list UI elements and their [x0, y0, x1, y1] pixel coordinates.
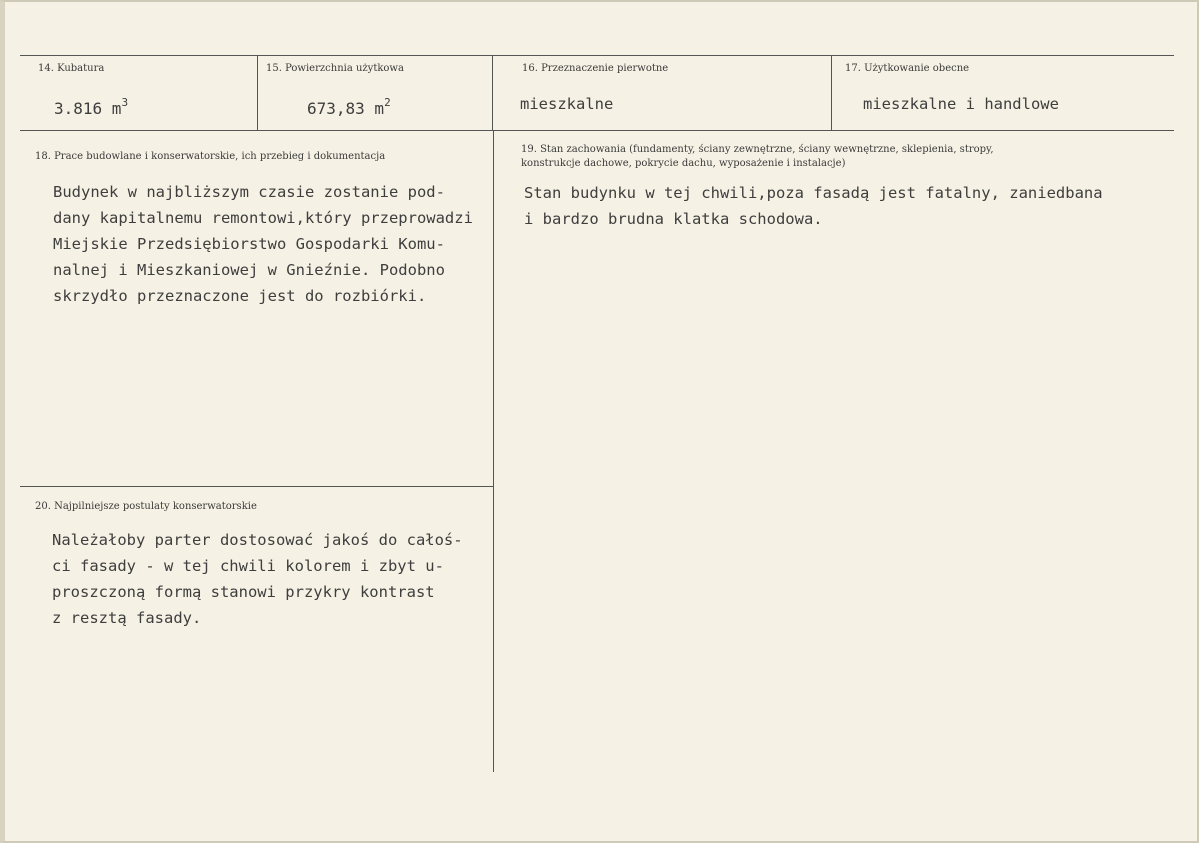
prace-line: Budynek w najbliższym czasie zostanie pod-: [53, 183, 445, 201]
powierzchnia-unit-exponent: 2: [384, 96, 391, 109]
section-18-bottom-rule: [20, 486, 493, 487]
powierzchnia-label: 15. Powierzchnia użytkowa: [266, 63, 404, 74]
header-bottom-rule: [20, 130, 1174, 131]
divider-15-16: [492, 55, 493, 131]
kubatura-label: 14. Kubatura: [38, 63, 105, 74]
stan-line: i bardzo brudna klatka schodowa.: [524, 210, 823, 228]
divider-14-15: [257, 55, 258, 131]
przeznaczenie-value: mieszkalne: [520, 95, 614, 113]
kubatura-value: 3.816 $m^3$: [54, 96, 129, 118]
przeznaczenie-label: 16. Przeznaczenie pierwotne: [522, 63, 669, 74]
kubatura-unit-exponent: 3: [121, 96, 129, 109]
stan-zachowania-label-line2: konstrukcje dachowe, pokrycie dachu, wyposażenie i instalacje): [521, 158, 846, 169]
postulaty-line: proszczoną formą stanowi przykry kontrast: [52, 583, 435, 601]
stan-zachowania-label-line1: 19. Stan zachowania (fundamenty, ściany zewnętrzne, ściany wewnętrzne, sklepienia, stropy,: [521, 144, 994, 155]
postulaty-line: Należałoby parter dostosować jakoś do całoś-: [52, 531, 463, 549]
prace-line: dany kapitalnemu remontowi,który przeprowadzi: [53, 209, 473, 227]
stan-line: Stan budynku w tej chwili,poza fasadą jest fatalny, zaniedbana: [524, 184, 1103, 202]
prace-line: Miejskie Przedsiębiorstwo Gospodarki Komu-: [53, 235, 445, 253]
powierzchnia-value: 673,83 $m^2$: [307, 96, 391, 118]
postulaty-line: ci fasady - w tej chwili kolorem i zbyt u-: [52, 557, 444, 575]
prace-line: skrzydło przeznaczone jest do rozbiórki.: [53, 287, 427, 305]
postulaty-label: 20. Najpilniejsze postulaty konserwatorskie: [35, 501, 257, 512]
top-rule: [20, 55, 1174, 56]
prace-budowlane-label: 18. Prace budowlane i konserwatorskie, ich przebieg i dokumentacja: [35, 151, 386, 162]
uzytkowanie-label: 17. Użytkowanie obecne: [845, 63, 970, 74]
prace-line: nalnej i Mieszkaniowej w Gnieźnie. Podobno: [53, 261, 445, 279]
uzytkowanie-value: mieszkalne i handlowe: [863, 95, 1059, 113]
main-vertical-divider: [493, 130, 494, 772]
divider-16-17: [831, 55, 832, 131]
postulaty-line: z resztą fasady.: [52, 609, 202, 627]
